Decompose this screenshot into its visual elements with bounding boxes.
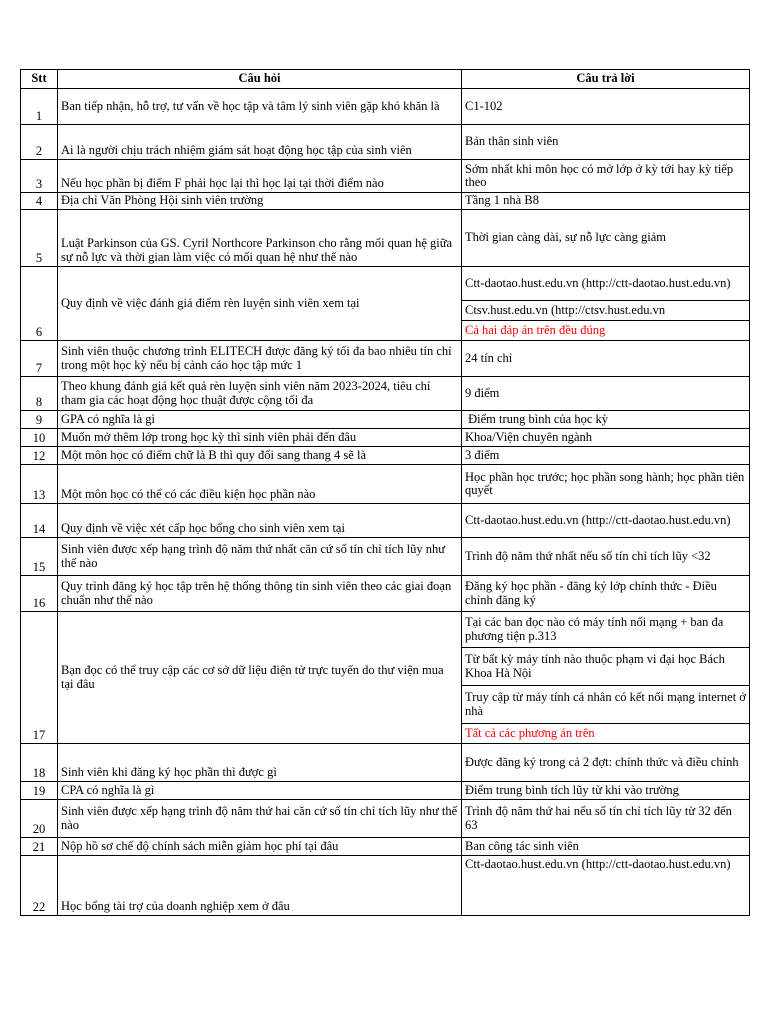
row-number: 2 bbox=[21, 125, 58, 160]
table-row bbox=[21, 800, 750, 838]
table-row bbox=[21, 465, 750, 504]
row-number: 9 bbox=[21, 411, 58, 429]
row-number: 21 bbox=[21, 838, 58, 856]
answer-cell: Ctt-daotao.hust.edu.vn (http://ctt-daotao.hust.edu.vn) bbox=[462, 267, 750, 301]
row-number: 4 bbox=[21, 193, 58, 210]
row-number: 19 bbox=[21, 782, 58, 800]
question-cell: Quy định về việc xét cấp học bổng cho sinh viên xem tại bbox=[58, 504, 462, 538]
answer-cell: Truy cập từ máy tính cá nhân có kết nối mạng internet ở nhà bbox=[462, 686, 750, 724]
answer-cell: Khoa/Viện chuyên ngành bbox=[462, 429, 750, 447]
answer-cell: Từ bất kỳ máy tính nào thuộc phạm vi đại học Bách Khoa Hà Nội bbox=[462, 648, 750, 686]
question-cell: Bạn đọc có thể truy cập các cơ sở dữ liệu điện tử trực tuyến do thư viện mua tại đâu bbox=[58, 612, 462, 744]
answer-cell: Trình độ năm thứ hai nếu số tín chỉ tích lũy từ 32 đến 63 bbox=[462, 800, 750, 838]
answer-cell: Thời gian càng dài, sự nỗ lực càng giảm bbox=[462, 210, 750, 267]
question-cell: Luật Parkinson của GS. Cyril Northcore Parkinson cho rằng mối quan hệ giữa sự nỗ lực và thời gian làm việc có mối quan hệ như thế nào bbox=[58, 210, 462, 267]
row-number: 10 bbox=[21, 429, 58, 447]
question-cell: Một môn học có điểm chữ là B thì quy đổi sang thang 4 sẽ là bbox=[58, 447, 462, 465]
question-cell: Nộp hồ sơ chế độ chính sách miễn giảm học phí tại đâu bbox=[58, 838, 462, 856]
table-row bbox=[21, 838, 750, 856]
table-row bbox=[21, 447, 750, 465]
table-row bbox=[21, 210, 750, 267]
table-row bbox=[21, 193, 750, 210]
answer-cell: Điểm trung bình tích lũy từ khi vào trường bbox=[462, 782, 750, 800]
faq-table bbox=[20, 69, 750, 916]
answer-cell: Sớm nhất khi môn học có mở lớp ở kỳ tới hay kỳ tiếp theo bbox=[462, 160, 750, 193]
table-row bbox=[21, 377, 750, 411]
row-number: 7 bbox=[21, 341, 58, 377]
row-number: 15 bbox=[21, 538, 58, 576]
question-cell: Theo khung đánh giá kết quả rèn luyện sinh viên năm 2023-2024, tiêu chí tham gia các hoạt động học thuật được cộng tối đa bbox=[58, 377, 462, 411]
table-row bbox=[21, 782, 750, 800]
row-number: 6 bbox=[21, 267, 58, 341]
question-cell: Học bổng tài trợ của doanh nghiệp xem ở đâu bbox=[58, 856, 462, 916]
row-number: 1 bbox=[21, 89, 58, 125]
answer-cell: 24 tín chỉ bbox=[462, 341, 750, 377]
question-cell: Sinh viên khi đăng ký học phần thì được gì bbox=[58, 744, 462, 782]
correct-answer-cell: Tất cả các phương án trên bbox=[462, 724, 750, 744]
question-cell: Ai là người chịu trách nhiệm giám sát hoạt động học tập của sinh viên bbox=[58, 125, 462, 160]
question-cell: GPA có nghĩa là gì bbox=[58, 411, 462, 429]
table-row bbox=[21, 538, 750, 576]
table-row bbox=[21, 341, 750, 377]
answer-cell: Tầng 1 nhà B8 bbox=[462, 193, 750, 210]
table-row bbox=[21, 411, 750, 429]
header-row bbox=[21, 70, 750, 89]
row-number: 8 bbox=[21, 377, 58, 411]
row-number: 13 bbox=[21, 465, 58, 504]
table-row bbox=[21, 89, 750, 125]
table-row bbox=[21, 576, 750, 612]
question-cell: Quy trình đăng ký học tập trên hệ thống thông tin sinh viên theo các giai đoạn chuẩn như thế nào bbox=[58, 576, 462, 612]
answer-cell: Trình độ năm thứ nhất nếu số tín chỉ tích lũy <32 bbox=[462, 538, 750, 576]
answer-cell: Ctt-daotao.hust.edu.vn (http://ctt-daotao.hust.edu.vn) bbox=[462, 856, 750, 916]
question-cell: Ban tiếp nhận, hỗ trợ, tư vấn về học tập và tâm lý sinh viên gặp khó khăn là bbox=[58, 89, 462, 125]
answer-cell: Được đăng ký trong cả 2 đợt: chính thức và điều chỉnh bbox=[462, 744, 750, 782]
answer-cell: Học phần học trước; học phần song hành; học phần tiên quyết bbox=[462, 465, 750, 504]
row-number: 14 bbox=[21, 504, 58, 538]
row-number: 16 bbox=[21, 576, 58, 612]
row-number: 22 bbox=[21, 856, 58, 916]
header-stt: Stt bbox=[21, 70, 58, 89]
question-cell: Sinh viên được xếp hạng trình độ năm thứ hai căn cứ số tín chỉ tích lũy như thế nào bbox=[58, 800, 462, 838]
answer-cell: C1-102 bbox=[462, 89, 750, 125]
table-row bbox=[21, 267, 750, 301]
table-row bbox=[21, 125, 750, 160]
row-number: 5 bbox=[21, 210, 58, 267]
row-number: 20 bbox=[21, 800, 58, 838]
question-cell: Sinh viên thuộc chương trình ELITECH được đăng ký tối đa bao nhiêu tín chỉ trong một học kỳ nếu bị cảnh cáo học tập mức 1 bbox=[58, 341, 462, 377]
question-cell: Sinh viên được xếp hạng trình độ năm thứ nhất căn cứ số tín chỉ tích lũy như thế nào bbox=[58, 538, 462, 576]
table-row bbox=[21, 429, 750, 447]
question-cell: Muốn mở thêm lớp trong học kỳ thì sinh viên phải đến đâu bbox=[58, 429, 462, 447]
question-cell: Nếu học phần bị điểm F phải học lại thì học lại tại thời điểm nào bbox=[58, 160, 462, 193]
table-row bbox=[21, 612, 750, 648]
answer-cell: Bản thân sinh viên bbox=[462, 125, 750, 160]
answer-cell: 3 điểm bbox=[462, 447, 750, 465]
row-number: 3 bbox=[21, 160, 58, 193]
question-cell: Quy định về việc đánh giá điểm rèn luyện sinh viên xem tại bbox=[58, 267, 462, 341]
answer-cell: Ban công tác sinh viên bbox=[462, 838, 750, 856]
question-cell: CPA có nghĩa là gì bbox=[58, 782, 462, 800]
header-answer: Câu trả lời bbox=[462, 70, 750, 89]
table-row bbox=[21, 744, 750, 782]
correct-answer-cell: Cả hai đáp án trên đều đúng bbox=[462, 321, 750, 341]
answer-cell: Ctt-daotao.hust.edu.vn (http://ctt-daotao.hust.edu.vn) bbox=[462, 504, 750, 538]
answer-cell: Đăng ký học phần - đăng ký lớp chính thức - Điều chỉnh đăng ký bbox=[462, 576, 750, 612]
row-number: 17 bbox=[21, 612, 58, 744]
table-row bbox=[21, 160, 750, 193]
row-number: 12 bbox=[21, 447, 58, 465]
table-row bbox=[21, 504, 750, 538]
answer-cell: Ctsv.hust.edu.vn (http://ctsv.hust.edu.vn bbox=[462, 301, 750, 321]
question-cell: Một môn học có thể có các điều kiện học phần nào bbox=[58, 465, 462, 504]
row-number: 18 bbox=[21, 744, 58, 782]
answer-cell: Tại các ban đọc nào có máy tính nối mạng + ban đa phương tiện p.313 bbox=[462, 612, 750, 648]
answer-cell: 9 điểm bbox=[462, 377, 750, 411]
question-cell: Địa chỉ Văn Phòng Hội sinh viên trường bbox=[58, 193, 462, 210]
answer-cell: Điểm trung bình của học kỳ bbox=[462, 411, 750, 429]
table-row bbox=[21, 856, 750, 916]
header-question: Câu hỏi bbox=[58, 70, 462, 89]
